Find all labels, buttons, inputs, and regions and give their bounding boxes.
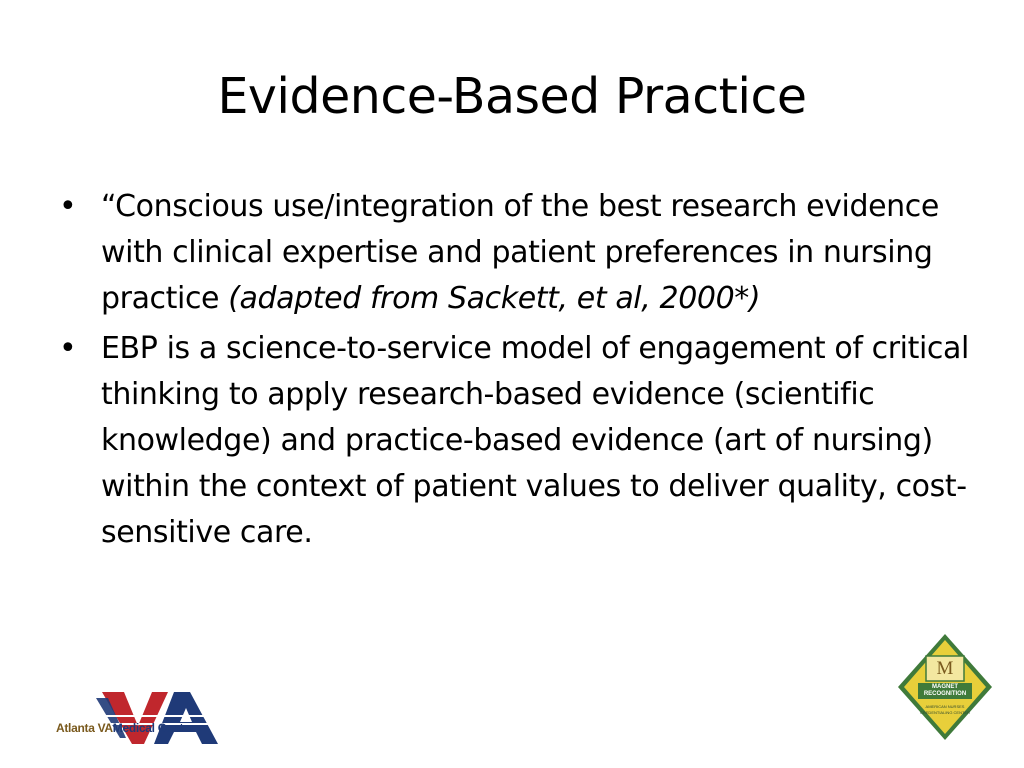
magnet-org-line1: AMERICAN NURSES: [925, 704, 965, 709]
magnet-letter: M: [936, 658, 954, 679]
va-logo-text: Atlanta VAMedical Center: [56, 721, 194, 735]
magnet-recognition-badge: [896, 632, 994, 742]
bullet-list: [56, 184, 976, 560]
magnet-line2: RECOGNITION: [923, 691, 967, 697]
bullet-dot-icon: •: [59, 189, 77, 224]
bullet-item: [56, 326, 976, 556]
va-logo-icon: [56, 686, 226, 746]
magnet-line1: MAGNET: [932, 684, 958, 690]
bullet-item: [56, 184, 976, 322]
slide-title: Evidence-Based Practice: [217, 68, 807, 125]
bullet-text: “Conscious use/integration of the best research evidence with clinical expertise and patient preferences in nursing practice: [101, 189, 939, 316]
va-logo: [56, 686, 226, 746]
magnet-org-line2: CREDENTIALING CENTER: [919, 710, 970, 715]
bullet-citation: (adapted from Sackett, et al, 2000*): [228, 281, 761, 316]
bullet-dot-icon: •: [59, 331, 77, 366]
bullet-text: EBP is a science-to-service model of engagement of critical thinking to apply research-based evidence (scientific knowledge) and practice-based evidence (art of nursing) within the context of patient values to deliver quality, cost-sensitive care.: [101, 331, 969, 550]
